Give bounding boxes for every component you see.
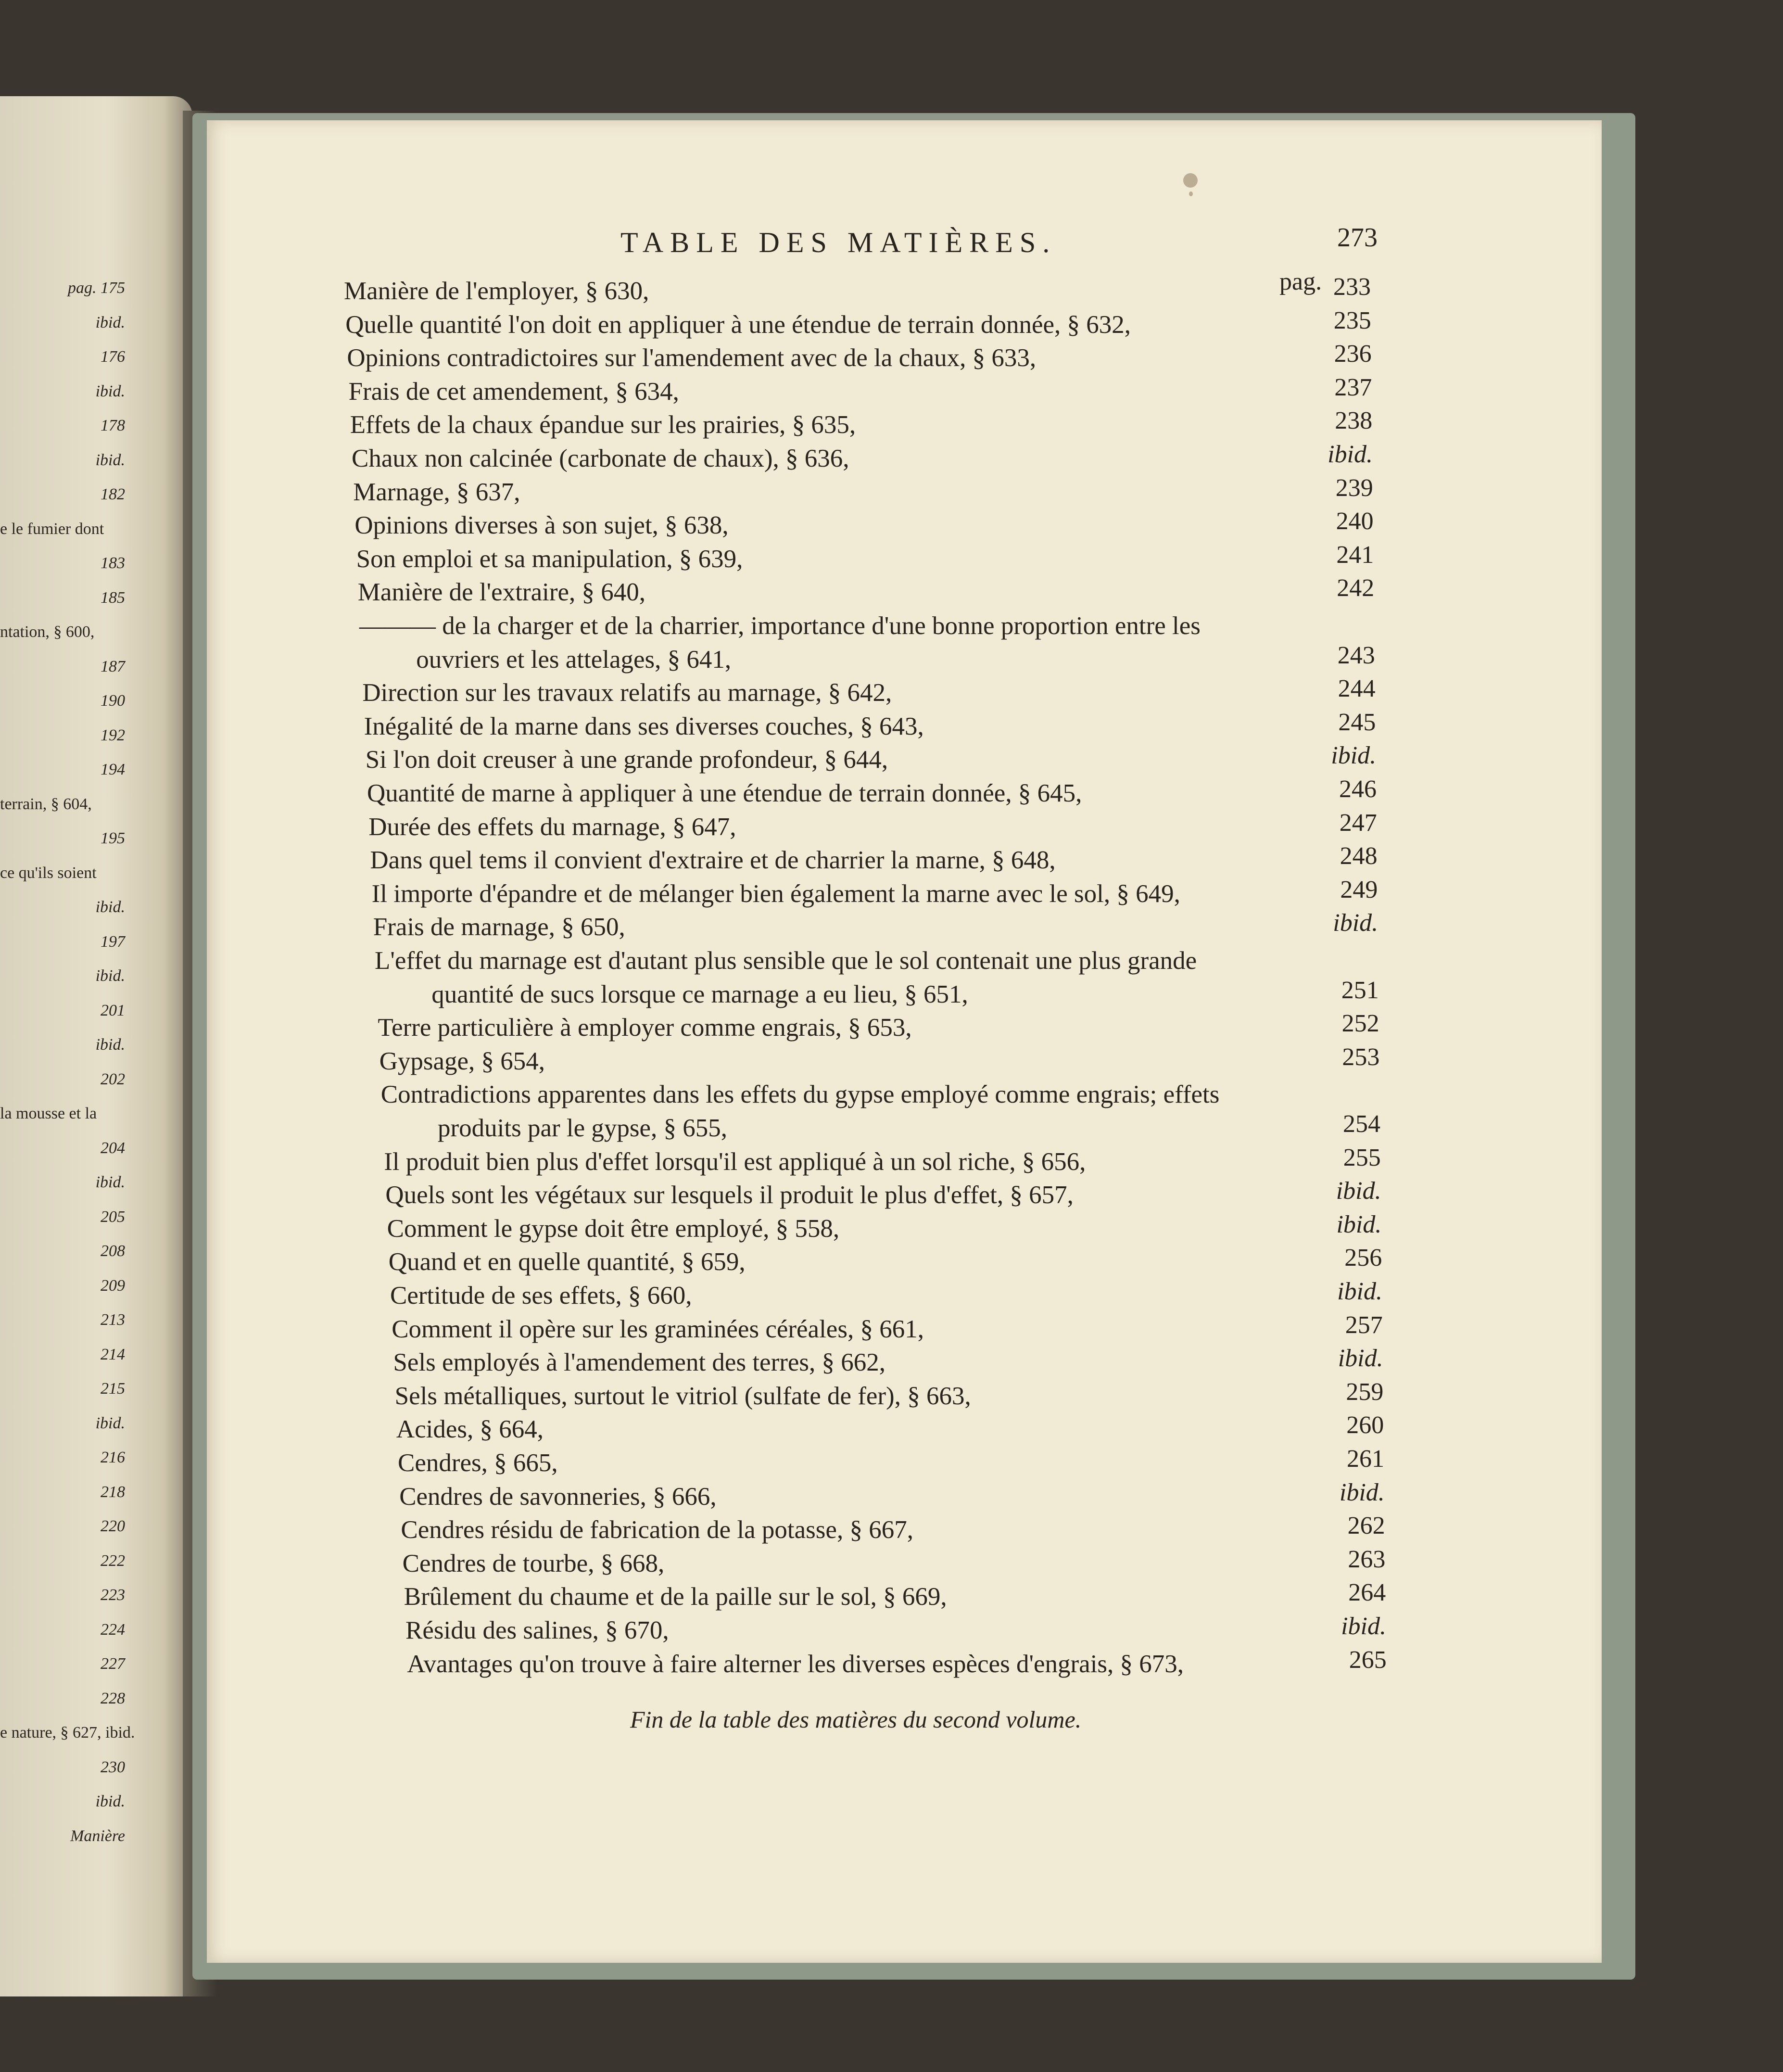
foxing-spot: [1189, 191, 1193, 196]
toc-entry: Gypsage, § 654,: [379, 1047, 545, 1075]
toc-entry: Durée des effets du marnage, § 647,: [368, 813, 736, 841]
left-page-fragment: Manière: [70, 1827, 125, 1845]
toc-page-ref: 235: [1333, 306, 1371, 334]
toc-page-ref: 236: [1334, 340, 1372, 368]
toc-page-ref: 240: [1336, 508, 1374, 535]
left-page-fragment: 227: [101, 1655, 125, 1673]
left-page-fragment: ibid.: [95, 967, 125, 985]
toc-page-ref: 238: [1335, 407, 1373, 435]
left-page-fragment: ibid.: [95, 382, 125, 400]
left-page-fragment: 214: [101, 1345, 125, 1363]
toc-page-ref: 255: [1343, 1144, 1381, 1171]
toc-entry: Son emploi et sa manipulation, § 639,: [356, 545, 743, 573]
left-page-fragment: 220: [101, 1517, 125, 1535]
left-page-fragment: 205: [101, 1208, 125, 1226]
toc-page-ref: 237: [1334, 373, 1372, 401]
left-page-fragment: 192: [101, 726, 125, 744]
toc-page-ref: 257: [1345, 1311, 1383, 1339]
toc-entry: Comment il opère sur les graminées céréales, § 661,: [392, 1315, 924, 1343]
toc-entry: Opinions contradictoires sur l'amendement avec de la chaux, § 633,: [347, 344, 1037, 372]
toc-page-ref: 259: [1346, 1378, 1384, 1406]
left-page-fragment: 208: [101, 1242, 125, 1260]
left-page-fragment: ibid.: [95, 898, 125, 916]
left-page-fragment: terrain, § 604,: [0, 795, 92, 813]
left-page-fragment: 228: [101, 1689, 125, 1707]
toc-page-ref: 256: [1344, 1244, 1382, 1272]
toc-page-ref: 260: [1346, 1411, 1384, 1439]
left-page-fragment: 190: [101, 692, 125, 710]
toc-page-ref: 233: [1333, 273, 1371, 301]
toc-page-ref: 265: [1349, 1646, 1387, 1674]
toc-entry: Si l'on doit creuser à une grande profondeur, § 644,: [365, 746, 888, 774]
toc-entry: Cendres résidu de fabrication de la potasse, § 667,: [401, 1516, 913, 1544]
toc-page-ref: 261: [1347, 1445, 1384, 1473]
toc-page-ref: ibid.: [1337, 1278, 1382, 1305]
toc-page-ref: 244: [1338, 675, 1376, 703]
left-page-fragment: pag. 175: [68, 279, 125, 297]
toc-entry: Effets de la chaux épandue sur les prairies, § 635,: [350, 411, 856, 439]
left-page-fragment: 187: [101, 657, 125, 675]
toc-page-ref: ibid.: [1328, 441, 1373, 468]
toc-entry: Contradictions apparentes dans les effets du gypse employé comme engrais; effets: [380, 1080, 1220, 1109]
toc-page-ref: ibid.: [1331, 742, 1377, 770]
left-page-fragment: 202: [101, 1070, 125, 1088]
left-page-fragment: e nature, § 627, ibid.: [0, 1724, 135, 1741]
toc-page-ref: 263: [1348, 1545, 1386, 1573]
left-page-fragment: ibid.: [95, 1173, 125, 1191]
left-page-fragment: ibid.: [95, 1792, 125, 1810]
toc-page-ref: 262: [1347, 1512, 1385, 1540]
toc-entry: produits par le gypse, § 655,: [438, 1114, 728, 1142]
toc-entry: Marnage, § 637,: [353, 478, 520, 506]
left-facing-page: [0, 96, 192, 1996]
toc-entry: Cendres, § 665,: [398, 1449, 558, 1477]
toc-page-ref: 242: [1337, 574, 1375, 602]
toc-entry: Quantité de marne à appliquer à une étendue de terrain donnée, § 645,: [367, 779, 1082, 807]
toc-entry: Il produit bien plus d'effet lorsqu'il est appliqué à un sol riche, § 656,: [384, 1147, 1086, 1176]
toc-entry: Cendres de savonneries, § 666,: [399, 1482, 717, 1511]
toc-entry: Opinions diverses à son sujet, § 638,: [354, 511, 729, 540]
toc-entry: Manière de l'employer, § 630,: [344, 277, 649, 305]
toc-page-ref: 252: [1341, 1010, 1379, 1038]
left-page-fragment: 215: [101, 1380, 125, 1398]
left-page-fragment: 209: [101, 1276, 125, 1295]
toc-entry: Frais de marnage, § 650,: [373, 913, 625, 941]
left-page-fragment: ce qu'ils soient: [0, 864, 97, 882]
end-note: Fin de la table des matières du second volume.: [630, 1706, 1082, 1733]
left-page-fragment: 223: [101, 1586, 125, 1604]
left-page-fragment: 204: [101, 1139, 125, 1157]
toc-entry: Comment le gypse doit être employé, § 558,: [387, 1214, 840, 1243]
toc-entry: Quels sont les végétaux sur lesquels il produit le plus d'effet, § 657,: [385, 1181, 1074, 1209]
left-page-fragment: ibid.: [95, 451, 125, 469]
pag-label: pag.: [1279, 268, 1322, 295]
left-page-fragment: 183: [101, 554, 125, 572]
foxing-spot: [1183, 173, 1198, 188]
toc-page-ref: ibid.: [1333, 909, 1378, 937]
left-page-fragment: 178: [101, 417, 125, 434]
toc-entry: Dans quel tems il convient d'extraire et de charrier la marne, § 648,: [370, 846, 1056, 875]
toc-entry: Direction sur les travaux relatifs au marnage, § 642,: [362, 679, 892, 707]
left-page-fragment: 224: [101, 1620, 125, 1639]
toc-page-ref: 253: [1342, 1043, 1380, 1071]
toc-entry: Il importe d'épandre et de mélanger bien également la marne avec le sol, § 649,: [371, 879, 1180, 908]
toc-entry: Terre particulière à employer comme engrais, § 653,: [378, 1014, 912, 1042]
toc-page-ref: 241: [1336, 541, 1374, 569]
left-page-fragment: 201: [101, 1001, 125, 1019]
toc-page-ref: 246: [1339, 775, 1377, 803]
toc-entry: ouvriers et les attelages, § 641,: [416, 645, 732, 674]
toc-entry: Brûlement du chaume et de la paille sur le sol, § 669,: [404, 1583, 947, 1611]
toc-page-ref: 264: [1348, 1579, 1386, 1607]
left-page-fragment: 185: [101, 588, 125, 607]
toc-entry: Quelle quantité l'on doit en appliquer à une étendue de terrain donnée, § 632,: [345, 310, 1131, 339]
left-page-fragment: 230: [101, 1758, 125, 1776]
toc-entry: Acides, § 664,: [396, 1415, 544, 1444]
toc-entry: Quand et en quelle quantité, § 659,: [388, 1248, 746, 1276]
toc-page-ref: ibid.: [1338, 1345, 1383, 1373]
toc-page-ref: 249: [1340, 876, 1378, 903]
toc-page-ref: ibid.: [1336, 1177, 1381, 1205]
toc-page-ref: 247: [1339, 809, 1377, 837]
left-page-fragment: 216: [101, 1449, 125, 1466]
toc-entry: Inégalité de la marne dans ses diverses couches, § 643,: [364, 712, 924, 740]
left-page-fragment: 218: [101, 1483, 125, 1501]
toc-entry: Sels métalliques, surtout le vitriol (sulfate de fer), § 663,: [394, 1382, 971, 1410]
left-page-fragment: 182: [101, 485, 125, 503]
toc-page-ref: 248: [1340, 842, 1378, 870]
toc-entry: Cendres de tourbe, § 668,: [402, 1549, 665, 1577]
toc-entry: Sels employés à l'amendement des terres, § 662,: [393, 1348, 886, 1377]
left-page-fragment: 195: [101, 829, 125, 847]
toc-entry: ——— de la charger et de la charrier, importance d'une bonne proportion entre les: [359, 612, 1201, 640]
left-page-fragment: ibid.: [95, 1414, 125, 1432]
toc-page-ref: ibid.: [1339, 1478, 1385, 1506]
toc-entry: quantité de sucs lorsque ce marnage a eu lieu, § 651,: [431, 980, 968, 1008]
toc-entry: Résidu des salines, § 670,: [405, 1616, 669, 1644]
toc-page-ref: 254: [1343, 1110, 1380, 1138]
toc-page-ref: 251: [1341, 976, 1379, 1004]
toc-page-ref: 245: [1338, 708, 1376, 736]
left-page-fragment: 176: [101, 348, 125, 366]
left-page-fragment: ibid.: [95, 1036, 125, 1054]
left-page-fragment: la mousse et la: [0, 1105, 97, 1122]
left-page-fragment: ibid.: [95, 313, 125, 331]
page-number: 273: [1337, 223, 1378, 253]
toc-page-ref: ibid.: [1341, 1613, 1386, 1640]
toc-page-ref: 243: [1337, 641, 1375, 669]
toc-entry: Manière de l'extraire, § 640,: [357, 578, 645, 607]
toc-page-ref: 239: [1335, 474, 1373, 502]
toc-page-ref: ibid.: [1336, 1210, 1382, 1238]
toc-entry: Certitude de ses effets, § 660,: [390, 1282, 692, 1309]
left-page-fragment: 213: [101, 1311, 125, 1329]
toc-entry: L'effet du marnage est d'autant plus sensible que le sol contenait une plus grande: [375, 947, 1197, 975]
left-page-fragment: ntation, § 600,: [0, 623, 95, 641]
left-page-fragment: 197: [101, 932, 125, 951]
toc-entry: Avantages qu'on trouve à faire alterner les diverses espèces d'engrais, § 673,: [407, 1650, 1184, 1678]
left-page-fragment: e le fumier dont: [0, 520, 104, 538]
left-page-fragment: 194: [101, 761, 125, 778]
running-head: TABLE DES MATIÈRES.: [620, 227, 1057, 258]
left-page-fragment: 222: [101, 1551, 125, 1570]
toc-entry: Chaux non calcinée (carbonate de chaux), § 636,: [352, 445, 849, 472]
toc-entry: Frais de cet amendement, § 634,: [348, 377, 679, 406]
